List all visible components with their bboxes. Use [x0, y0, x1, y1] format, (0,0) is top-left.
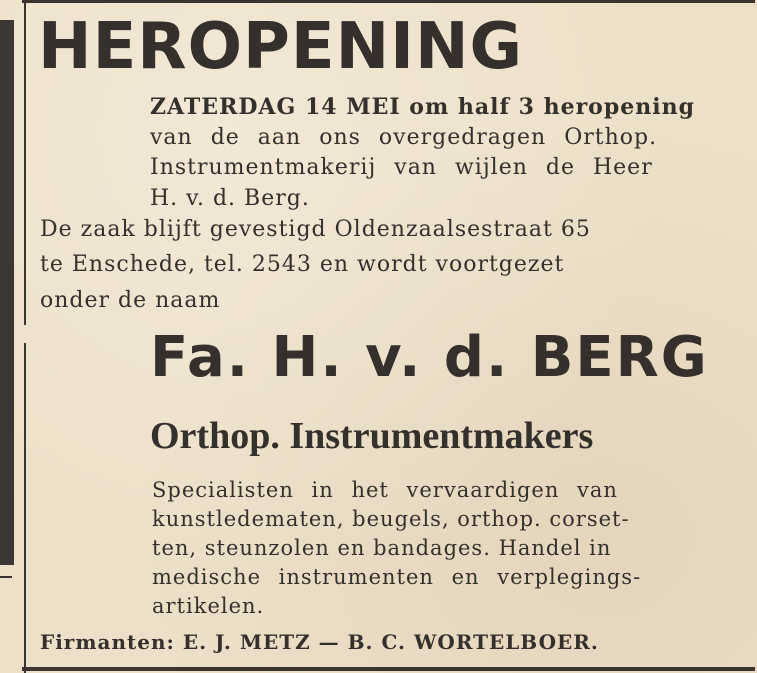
footer-partners: Firmanten: E. J. METZ — B. C. WORTELBOER.: [40, 630, 599, 654]
headline: HEROPENING: [38, 10, 524, 84]
specialties-line-5: artikelen.: [152, 594, 265, 618]
specialties-line-4: medische instrumenten en verplegings-: [152, 565, 642, 589]
intro-line-2: van de aan ons overgedragen Orthop.: [150, 125, 658, 150]
top-rule: [22, 0, 755, 3]
intro-line-5: De zaak blijft gevestigd Oldenzaalsestraat 65: [40, 217, 591, 242]
firm-name: Fa. H. v. d. BERG: [150, 325, 709, 390]
intro-line-3: Instrumentmakerij van wijlen de Heer: [150, 155, 653, 180]
left-tick-mark: [0, 576, 12, 578]
specialties-line-3: ten, steunzolen en bandages. Handel in: [152, 536, 612, 560]
left-column-bar: [0, 20, 14, 565]
intro-line-6: te Enschede, tel. 2543 en wordt voortgezet: [40, 252, 565, 277]
left-rule-upper: [24, 0, 26, 325]
firm-subtitle: Orthop. Instrumentmakers: [150, 415, 594, 457]
intro-line-7: onder de naam: [40, 288, 221, 313]
intro-line-4: H. v. d. Berg.: [150, 186, 310, 211]
left-rule-lower: [24, 343, 26, 673]
bottom-rule: [22, 667, 755, 671]
intro-line-1: ZATERDAG 14 MEI om half 3 heropening: [150, 94, 695, 120]
specialties-line-1: Specialisten in het vervaardigen van: [152, 478, 618, 502]
specialties-line-2: kunstledematen, beugels, orthop. corset-: [152, 507, 630, 531]
